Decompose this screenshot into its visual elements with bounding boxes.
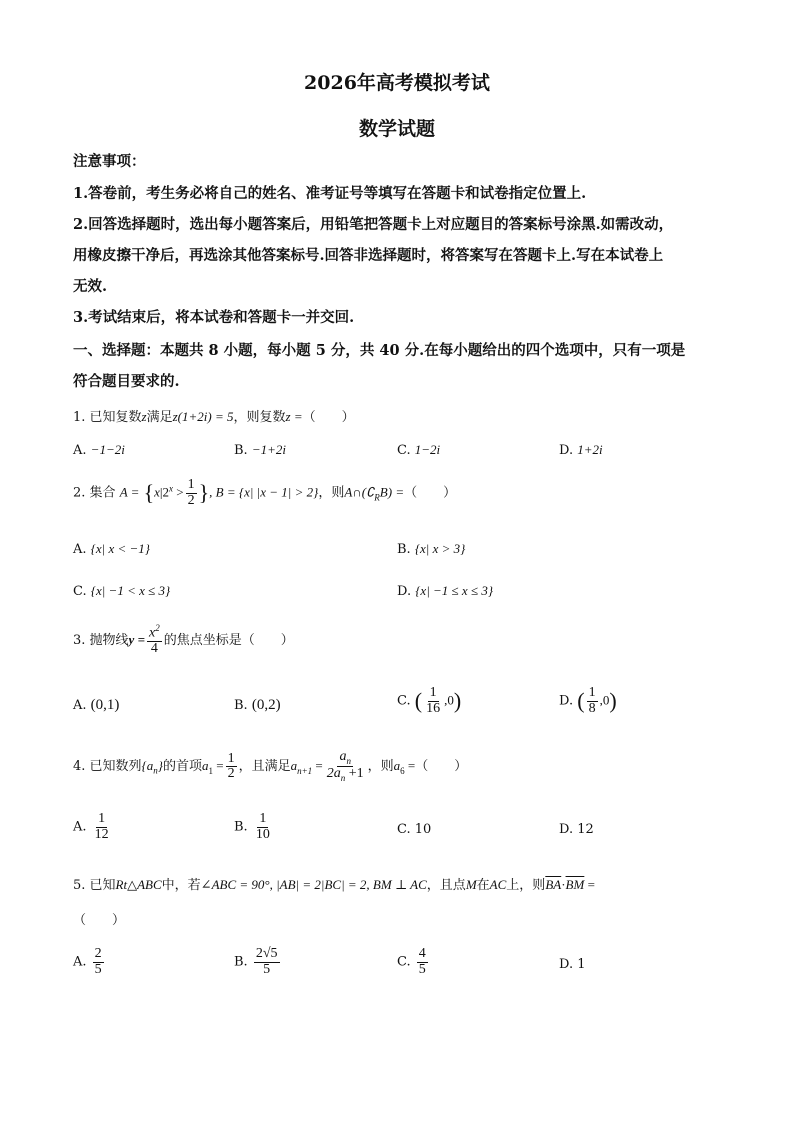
exam-subtitle: 数学试题 (358, 118, 435, 140)
note-2-line-1: 2.回答选择题时，选出每小题答案后，用铅笔把答题卡上对应题目的答案标号涂黑.如需改动， (73, 216, 674, 233)
q2-complement-subscript: R (374, 492, 380, 503)
q5-conditions: ∠ABC = 90°, |AB| = 2|BC| = 2, BM ⊥ AC (200, 877, 427, 892)
q3-num-var: x (148, 625, 156, 641)
q5-option-c-label: C. (397, 954, 411, 970)
q4-seq-sub: n (153, 765, 158, 776)
q3-option-c (397, 686, 461, 716)
q1-equation-2: z = (285, 409, 303, 424)
q2-option-d-value: {x| −1 ≤ x ≤ 3} (415, 583, 494, 598)
q5-dot-product: · (561, 877, 566, 892)
q2-option-a-label: A. (73, 542, 87, 557)
q2-text-pre: 2. 集合 (73, 485, 116, 501)
q2-set-a-bar: | (159, 484, 163, 500)
q3-option-b (234, 697, 281, 714)
q1-text-pre: 1. 已知复数 (73, 410, 142, 425)
q2-set-a-var: x (154, 484, 160, 500)
q4-rnum-sub: n (346, 755, 351, 766)
q4-half-num: 1 (227, 750, 235, 766)
q2-set-a-gt: > (173, 484, 184, 500)
q1-option-b-value: −1+2i (251, 442, 286, 457)
note-2-line-2: 用橡皮擦干净后，再选涂其他答案标号.回答非选择题时，将答案写在答题卡上.写在本试卷上 (73, 247, 664, 264)
q5-triangle: Rt△ABC (115, 877, 162, 892)
q2-option-c-value: {x| −1 < x ≤ 3} (90, 583, 171, 598)
q3-option-a-value: (0,1) (90, 697, 120, 713)
q3-text-pre: 3. 抛物线 (73, 633, 129, 649)
q3-d-paren-left: ( (577, 688, 585, 714)
q5-b-den: 5 (263, 961, 271, 977)
q3-d-den: 8 (588, 700, 596, 716)
q5-option-a-label: A. (73, 954, 87, 970)
q2-half-den: 2 (187, 492, 195, 508)
q4-a6: a (393, 758, 401, 774)
q5-answer-blank: （ ） (73, 913, 126, 928)
q4-half-fraction (226, 752, 237, 782)
q2-expression: A∩(∁ (344, 484, 375, 500)
q5-b-num: 2√5 (255, 946, 278, 961)
q2-option-d-label: D. (397, 584, 412, 599)
q5-vector-ba: $\overline{BA}$ (545, 877, 562, 892)
q3-option-c-label: C. (397, 693, 411, 709)
question-1-stem (73, 406, 355, 425)
q2-expression-2: B) = (379, 484, 405, 500)
q4-option-a (73, 812, 113, 842)
q1-option-d (559, 442, 603, 458)
q1-option-d-label: D. (559, 443, 574, 458)
q2-option-c (73, 583, 170, 599)
q4-option-d: D. 12 (559, 822, 594, 837)
q2-brace-left: { (143, 480, 155, 506)
q4-rden-var: 2a (326, 766, 341, 782)
q5-option-b (234, 947, 282, 977)
q4-b-fraction (254, 812, 272, 842)
q1-option-c (397, 442, 440, 458)
q5-text-mid2: ，且点 (426, 878, 466, 893)
question-2-stem (73, 478, 456, 508)
q2-option-a-value: {x| x < −1} (90, 541, 150, 556)
q2-half-fraction (186, 478, 197, 508)
q4-text-pre: 4. 已知数列 (73, 759, 142, 775)
q5-option-a (73, 947, 106, 977)
q4-a6-eq: = (404, 758, 416, 774)
q2-brace-right: } (198, 480, 210, 506)
note-3: 3.考试结束后，将本试卷和答题卡一并交回. (73, 309, 355, 326)
q5-b-fraction (254, 947, 280, 977)
q1-text-mid: 满足 (146, 410, 173, 425)
q4-seq-open: {a (141, 758, 154, 774)
q2-set-a-base: 2 (162, 484, 170, 500)
q4-b-num: 1 (259, 811, 267, 826)
q5-text-mid4: 上，则 (506, 878, 546, 893)
q2-option-a (73, 541, 150, 557)
q4-recurrence-num (337, 750, 353, 767)
q5-option-b-label: B. (234, 954, 248, 970)
q4-a6-sub: 6 (400, 765, 405, 776)
q4-option-b (234, 812, 274, 842)
q1-option-c-label: C. (397, 443, 411, 458)
q1-option-c-value: 1−2i (414, 442, 441, 457)
q3-option-d (559, 686, 617, 716)
q3-d-tail: ,0 (599, 692, 610, 708)
q4-recurrence-den (325, 767, 366, 783)
q4-option-c: C. 10 (397, 822, 432, 837)
q2-answer-blank: （ ） (404, 485, 457, 501)
q4-a-den: 12 (94, 826, 109, 842)
q4-answer-blank: （ ） (415, 759, 468, 775)
q2-option-d (397, 583, 493, 599)
section-heading-line-1: 一、选择题：本题共 8 小题，每小题 5 分，共 40 分.在每小题给出的四个选项中，只有一项是 (73, 342, 686, 359)
q5-a-fraction (93, 947, 104, 977)
q1-option-b (234, 442, 286, 458)
q5-vector-bm: $\overline{BM}$ (565, 877, 585, 892)
q5-text-mid: 中，若 (161, 878, 201, 893)
q3-option-b-value: (0,2) (251, 697, 281, 713)
q1-var: z (141, 409, 147, 424)
q4-an1-sub: n+1 (297, 765, 313, 776)
q4-sequence (141, 758, 163, 776)
q2-option-b-value: {x| x > 3} (414, 541, 466, 556)
notes-heading: 注意事项： (73, 153, 146, 170)
q3-c-tail: ,0 (444, 692, 454, 708)
q4-rnum-var: a (339, 749, 347, 764)
q4-seq-close: } (157, 758, 163, 774)
q2-half-num: 1 (187, 477, 195, 492)
q5-text-pre: 5. 已知 (73, 878, 116, 893)
q3-y-equals: y = (128, 632, 145, 648)
q4-b-den: 10 (255, 826, 270, 842)
q4-text-mid2: ，且满足 (238, 759, 291, 775)
q4-text-mid3: ，则 (367, 759, 394, 775)
note-1: 1.答卷前，考生务必将自己的姓名、准考证号等填写在答题卡和试卷指定位置上. (73, 185, 587, 202)
q2-set-a-name: A = (119, 484, 140, 500)
q3-c-num: 1 (429, 685, 437, 700)
q4-a1: a (201, 758, 209, 774)
q4-rden-tail: +1 (345, 766, 364, 782)
q1-option-a-label: A. (73, 443, 87, 458)
q5-c-num: 4 (418, 946, 426, 961)
q4-half-den: 2 (227, 766, 235, 782)
q2-set-a-exponent: x (169, 483, 174, 494)
q5-c-fraction (417, 947, 428, 977)
q1-option-a-value: −1−2i (90, 442, 125, 457)
q1-option-a (73, 442, 125, 458)
q5-segment-ac: AC (489, 877, 507, 892)
section-heading-line-2: 符合题目要求的. (73, 373, 180, 390)
q3-text-post: 的焦点坐标是（ ） (163, 633, 294, 649)
q1-option-b-label: B. (234, 443, 248, 458)
q3-d-paren-right: ) (609, 688, 617, 714)
q5-a-den: 5 (94, 961, 102, 977)
q5-option-d: D. 1 (559, 957, 586, 972)
q3-fraction-den: 4 (150, 641, 158, 657)
note-2-line-3: 无效. (73, 278, 108, 295)
q1-answer-blank: （ ） (302, 410, 355, 425)
q3-fraction (147, 624, 162, 657)
q4-option-a-label: A. (73, 819, 87, 835)
q3-c-paren-right: ) (453, 688, 462, 714)
q4-a-fraction (93, 812, 111, 842)
q4-a-num: 1 (98, 811, 106, 826)
q3-d-fraction (587, 686, 598, 716)
q3-d-num: 1 (588, 685, 596, 700)
q4-option-b-label: B. (234, 819, 248, 835)
q4-recurrence-fraction (325, 750, 366, 783)
q3-option-a-label: A. (73, 698, 87, 713)
q5-option-c (397, 947, 430, 977)
q3-c-den: 16 (426, 700, 441, 716)
q2-text-post: ，则 (318, 485, 345, 501)
q3-c-fraction (424, 686, 442, 716)
q3-num-exponent: 2 (155, 623, 160, 633)
question-4-stem (73, 750, 467, 783)
q3-option-d-label: D. (559, 693, 574, 709)
exam-title: 2026年高考模拟考试 (304, 72, 490, 94)
q4-a1-eq: = (212, 758, 224, 774)
q2-option-c-label: C. (73, 584, 87, 599)
q5-point-m: M (465, 877, 477, 892)
q5-text-mid3: 在 (476, 878, 490, 893)
q4-a1-sub: 1 (208, 765, 213, 776)
q5-equals: = (584, 877, 595, 892)
q4-an1-eq: = (312, 758, 323, 774)
q3-fraction-num (147, 624, 162, 642)
q1-option-d-value: 1+2i (577, 442, 603, 457)
question-5-stem (73, 874, 595, 893)
q1-equation: z(1+2i) = 5 (172, 409, 234, 424)
q5-a-num: 2 (94, 946, 102, 961)
q2-set-b-def: , B = {x| |x − 1| > 2} (209, 484, 319, 500)
q4-an1: a (290, 758, 298, 774)
question-3-stem (73, 624, 294, 657)
q3-option-a (73, 697, 119, 714)
q2-option-b (397, 541, 465, 557)
q5-c-den: 5 (418, 961, 426, 977)
q4-rden-sub: n (340, 773, 346, 784)
q3-option-b-label: B. (234, 698, 248, 713)
q4-text-mid: 的首项 (162, 759, 202, 775)
q3-c-paren-left: ( (414, 688, 423, 714)
q2-option-b-label: B. (397, 542, 411, 557)
q1-text-post: ，则复数 (233, 410, 286, 425)
